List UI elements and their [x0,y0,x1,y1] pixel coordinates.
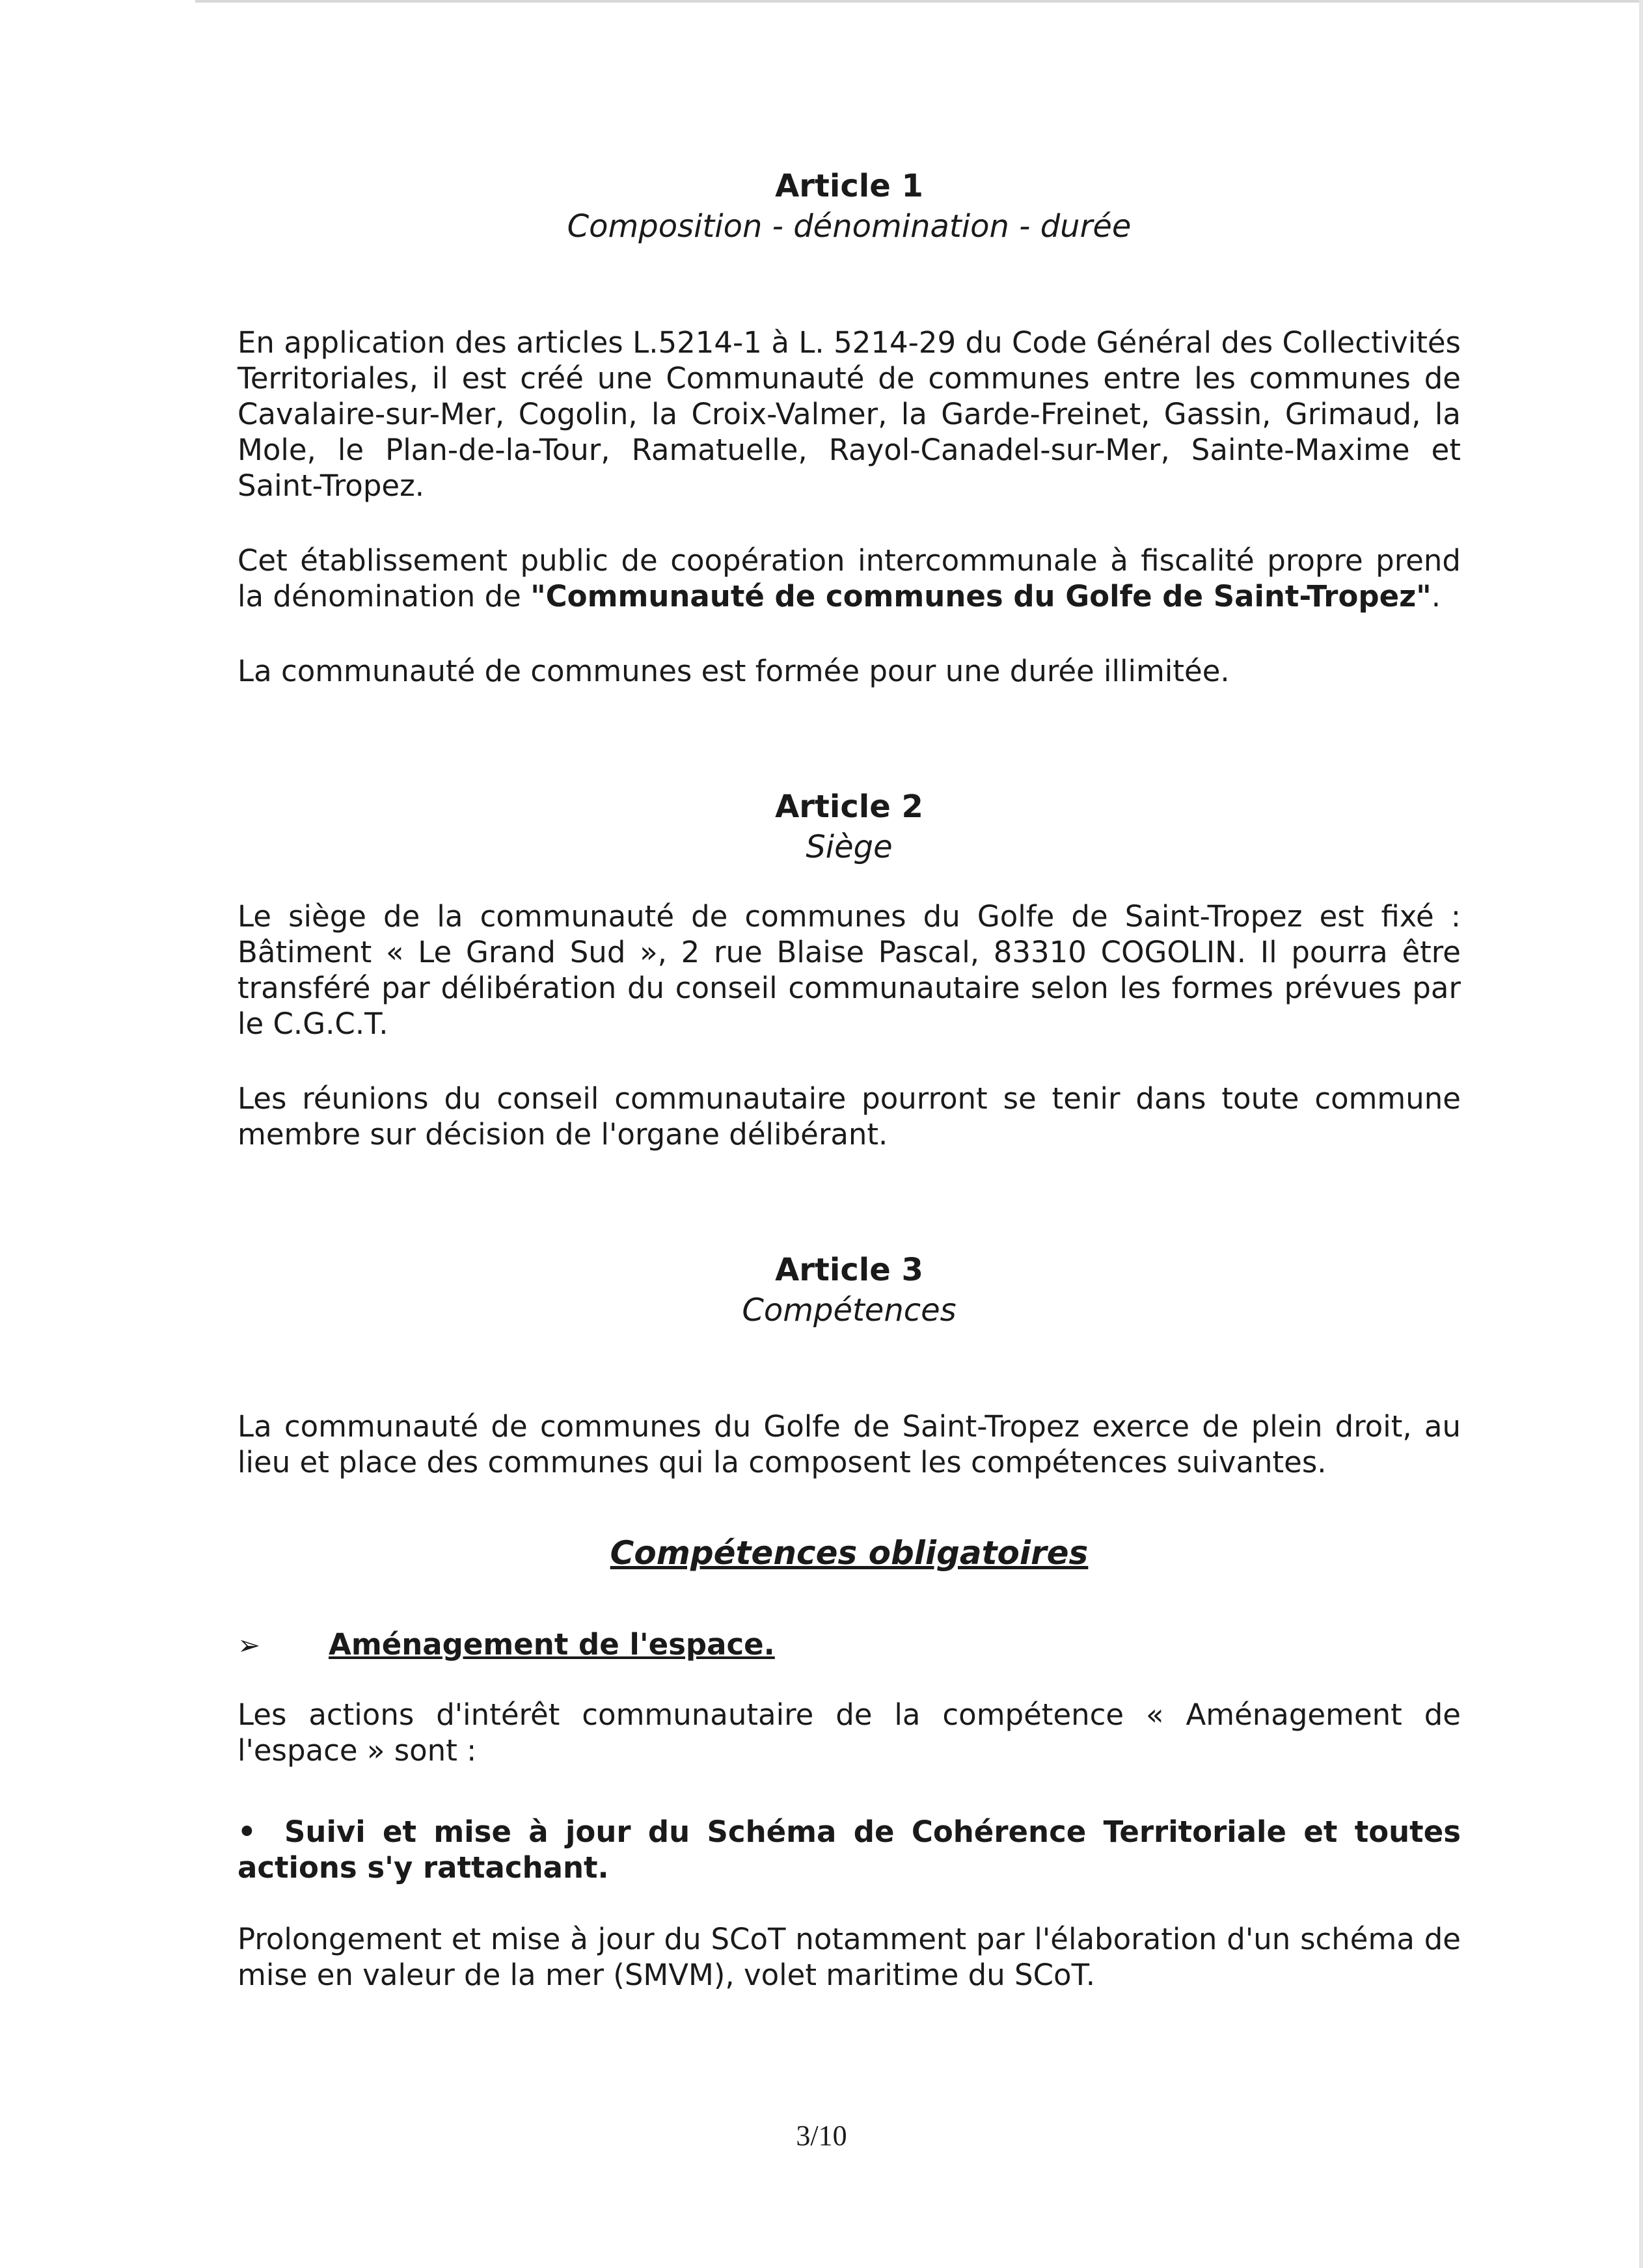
page-number: 3/10 [796,2120,847,2152]
article-1 [238,166,1461,689]
article-3-title: Article 3 [775,1252,923,1288]
article-3-paragraph-1: La communauté de communes du Golfe de Saint-Tropez exerce de plein droit, au lieu et place des communes qui la composent les compétences suivantes. [238,1409,1461,1479]
section-heading-competences-obligatoires: Compétences obligatoires [610,1534,1089,1572]
scan-edge-line [195,0,1643,3]
article-1-paragraph-3: La communauté de communes est formée pour une durée illimitée. [238,654,1230,688]
bullet-dot-icon: • [238,1815,256,1849]
article-2-paragraph-2: Les réunions du conseil communautaire pourront se tenir dans toute commune membre sur décision de l'organe délibérant. [238,1081,1461,1152]
bullet-item-scot [238,1814,1461,1885]
article-1-title: Article 1 [775,168,923,204]
article-3-paragraph-2: Les actions d'intérêt communautaire de la compétence « Aménagement de l'espace » sont : [238,1697,1461,1768]
article-2-title: Article 2 [775,789,923,825]
article-2 [238,787,1461,1152]
subsection-label: Aménagement de l'espace. [329,1627,775,1662]
arrow-bullet-icon: ➢ [238,1629,261,1661]
article-3 [238,1250,1461,1993]
community-name: "Communauté de communes du Golfe de Saint-Tropez" [530,579,1432,614]
article-1-subtitle: Composition - dénomination - durée [567,208,1132,245]
article-3-subtitle: Compétences [742,1292,957,1329]
scan-edge-shadow [1639,0,1643,2268]
article-1-paragraph-2-text: Cet établissement public de coopération intercommunale à fiscalité propre prend la dénomination de [238,543,1461,614]
article-2-subtitle: Siège [806,829,893,865]
bullet-item-text: Suivi et mise à jour du Schéma de Cohérence Territoriale et toutes actions s'y rattachant. [238,1815,1461,1885]
article-2-paragraph-1: Le siège de la communauté de communes du Golfe de Saint-Tropez est fixé : Bâtiment « Le Grand Sud », 2 rue Blaise Pascal, 83310 COGOLIN. Il pourra être transféré par délibération du conseil communautaire selon les formes prévues par le C.G.C.T. [238,899,1461,1041]
article-3-paragraph-3: Prolongement et mise à jour du SCoT notamment par l'élaboration d'un schéma de mise en valeur de la mer (SMVM), volet maritime du SCoT. [238,1922,1461,1992]
article-1-paragraph-1: En application des articles L.5214-1 à L. 5214-29 du Code Général des Collectivités Territoriales, il est créé une Communauté de communes entre les communes de Cavalaire-sur-Mer, Cogolin, la Croix-Valmer, la Garde-Freinet, Gassin, Grimaud, la Mole, le Plan-de-la-Tour, Ramatuelle, Rayol-Canadel-sur-Mer, Sainte-Maxime et Saint-Tropez. [238,325,1461,503]
article-1-paragraph-2 [238,543,1461,614]
subsection-amenagement [238,1626,1461,1664]
document-body [238,166,1461,1993]
article-1-paragraph-2-end: . [1431,579,1441,614]
